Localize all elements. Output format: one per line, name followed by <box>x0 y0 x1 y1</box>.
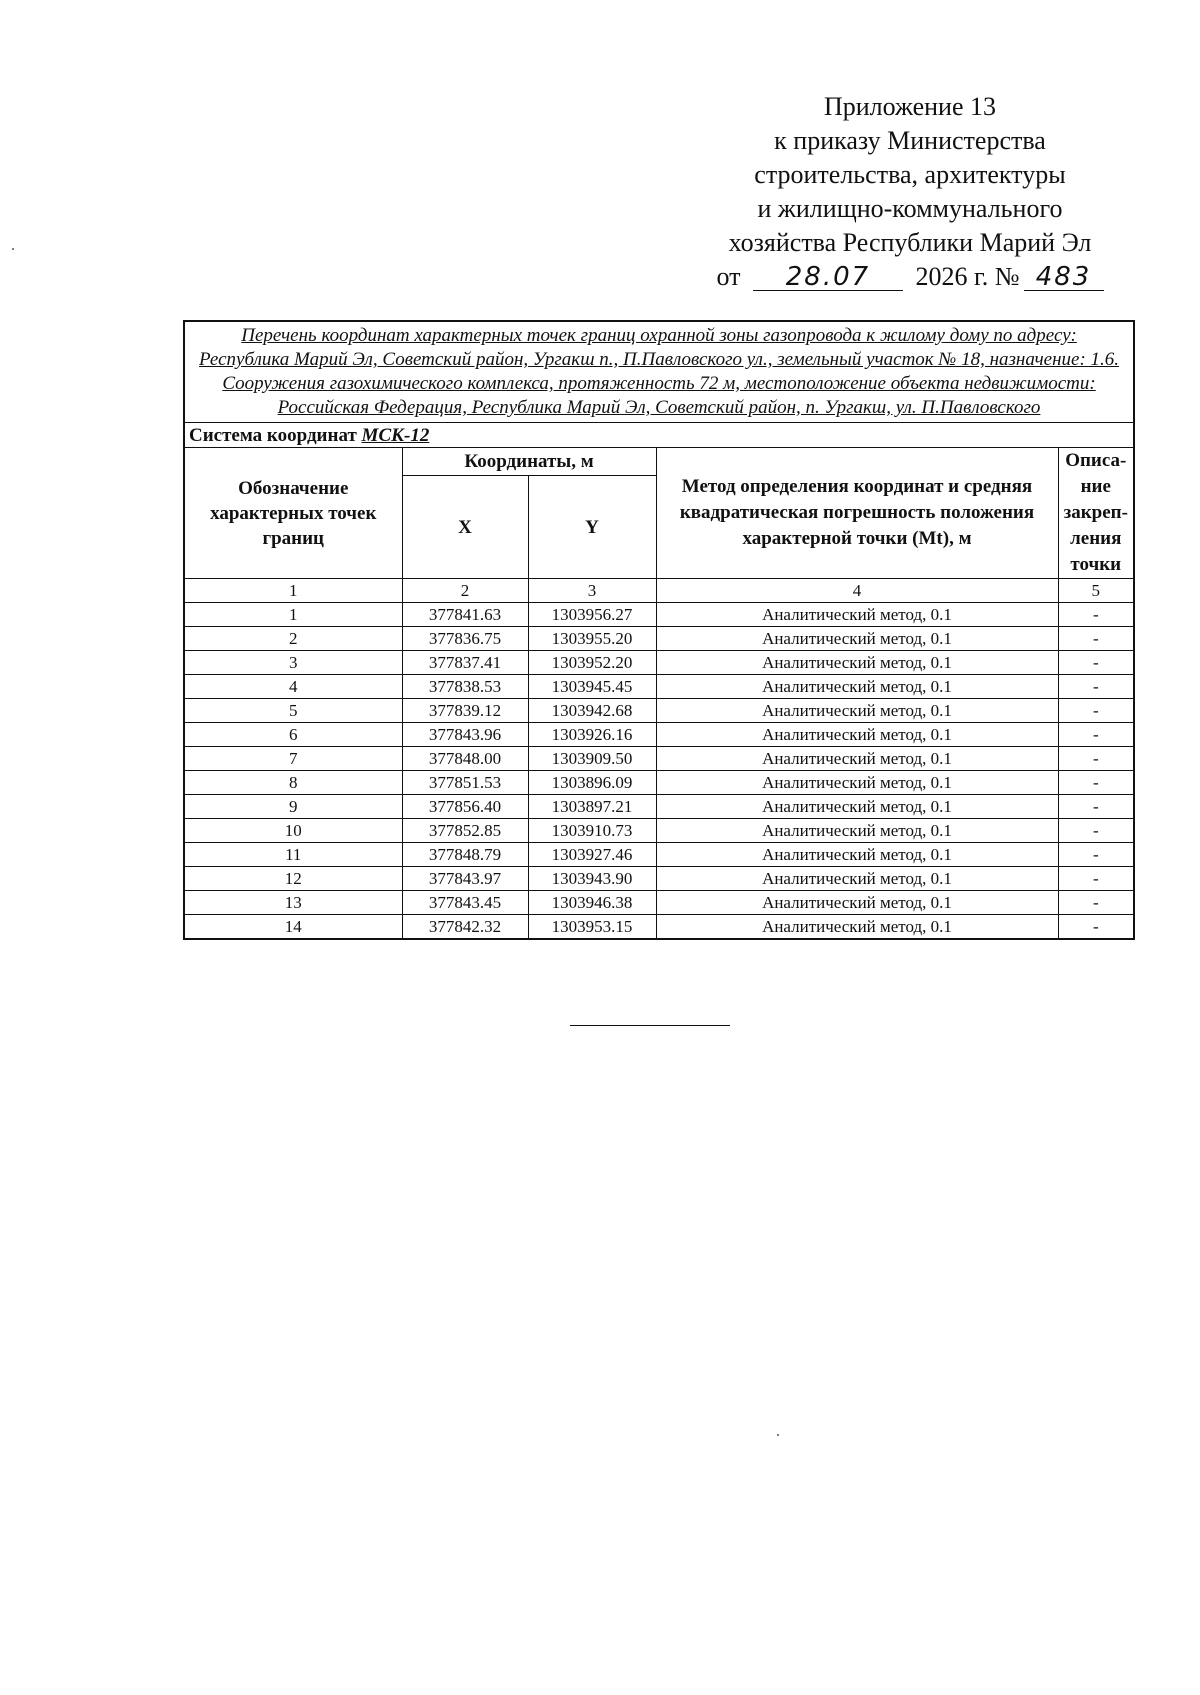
point-cell: 5 <box>184 699 402 723</box>
y-cell: 1303896.09 <box>528 771 656 795</box>
date-prefix: от <box>716 262 741 291</box>
appendix-header <box>680 90 1140 294</box>
method-cell: Аналитический метод, 0.1 <box>656 867 1058 891</box>
column-number: 1 <box>184 579 402 603</box>
x-cell: 377856.40 <box>402 795 528 819</box>
y-cell: 1303909.50 <box>528 747 656 771</box>
y-cell: 1303953.15 <box>528 915 656 940</box>
end-divider <box>570 1025 730 1026</box>
method-cell: Аналитический метод, 0.1 <box>656 891 1058 915</box>
point-cell: 12 <box>184 867 402 891</box>
description-cell: - <box>1058 795 1134 819</box>
point-cell: 8 <box>184 771 402 795</box>
header-coordinates: Координаты, м <box>402 448 656 476</box>
appendix-title: Приложение 13 <box>823 92 997 121</box>
point-cell: 10 <box>184 819 402 843</box>
scan-speck <box>12 248 14 250</box>
handwritten-date: 28.07 <box>753 264 903 291</box>
coordinates-table <box>183 320 1135 940</box>
table-row <box>184 603 1134 627</box>
description-cell: - <box>1058 699 1134 723</box>
scan-speck <box>777 1434 779 1436</box>
description-cell: - <box>1058 915 1134 940</box>
point-cell: 1 <box>184 603 402 627</box>
method-cell: Аналитический метод, 0.1 <box>656 819 1058 843</box>
y-cell: 1303946.38 <box>528 891 656 915</box>
table-row <box>184 771 1134 795</box>
table-row <box>184 627 1134 651</box>
x-cell: 377848.79 <box>402 843 528 867</box>
table-row <box>184 915 1134 940</box>
y-cell: 1303952.20 <box>528 651 656 675</box>
header-method: Метод определения координат и средняя квадратическая погрешность положения характерной точки (Mt), м <box>656 448 1058 579</box>
coordinate-system-label: Система координат <box>189 424 357 446</box>
method-cell: Аналитический метод, 0.1 <box>656 843 1058 867</box>
column-number: 2 <box>402 579 528 603</box>
method-cell: Аналитический метод, 0.1 <box>656 795 1058 819</box>
method-cell: Аналитический метод, 0.1 <box>656 651 1058 675</box>
point-cell: 4 <box>184 675 402 699</box>
x-cell: 377837.41 <box>402 651 528 675</box>
point-cell: 3 <box>184 651 402 675</box>
table-caption: Перечень координат характерных точек границ охранной зоны газопровода к жилому дому по адресу: Республика Марий Эл, Советский район, Ургакш п., П.Павловского ул., земельный участок № 18, назначение: 1.6. Сооружения газохимического комплекса, протяженность 72 м, местоположение объекта недвижимости: Российская Федерация, Республика Марий Эл, Советский район, п. Ургакш, ул. П.Павловского <box>184 321 1134 423</box>
y-cell: 1303945.45 <box>528 675 656 699</box>
year-label: 2026 г. № <box>915 262 1020 291</box>
description-cell: - <box>1058 651 1134 675</box>
point-cell: 11 <box>184 843 402 867</box>
description-cell: - <box>1058 723 1134 747</box>
x-cell: 377843.97 <box>402 867 528 891</box>
method-cell: Аналитический метод, 0.1 <box>656 723 1058 747</box>
x-cell: 377848.00 <box>402 747 528 771</box>
description-cell: - <box>1058 627 1134 651</box>
x-cell: 377843.96 <box>402 723 528 747</box>
table-row <box>184 723 1134 747</box>
header-x: X <box>402 476 528 579</box>
method-cell: Аналитический метод, 0.1 <box>656 699 1058 723</box>
method-cell: Аналитический метод, 0.1 <box>656 603 1058 627</box>
x-cell: 377838.53 <box>402 675 528 699</box>
point-cell: 2 <box>184 627 402 651</box>
description-cell: - <box>1058 867 1134 891</box>
y-cell: 1303927.46 <box>528 843 656 867</box>
method-cell: Аналитический метод, 0.1 <box>656 675 1058 699</box>
description-cell: - <box>1058 603 1134 627</box>
description-cell: - <box>1058 891 1134 915</box>
y-cell: 1303897.21 <box>528 795 656 819</box>
ministry-line-1: строительства, архитектуры <box>754 160 1066 189</box>
order-date-line <box>680 260 1140 294</box>
handwritten-order-number: 483 <box>1024 264 1104 291</box>
ministry-line-3: хозяйства Республики Марий Эл <box>728 228 1092 257</box>
column-number: 4 <box>656 579 1058 603</box>
table-row <box>184 651 1134 675</box>
table-row <box>184 843 1134 867</box>
table-row <box>184 747 1134 771</box>
point-cell: 9 <box>184 795 402 819</box>
point-cell: 7 <box>184 747 402 771</box>
order-line: к приказу Министерства <box>774 126 1046 155</box>
description-cell: - <box>1058 675 1134 699</box>
table-row <box>184 891 1134 915</box>
table-row <box>184 795 1134 819</box>
x-cell: 377843.45 <box>402 891 528 915</box>
point-cell: 13 <box>184 891 402 915</box>
column-numbers-row <box>184 579 1134 603</box>
column-number: 3 <box>528 579 656 603</box>
description-cell: - <box>1058 819 1134 843</box>
ministry-line-2: и жилищно-коммунального <box>757 194 1063 223</box>
description-cell: - <box>1058 771 1134 795</box>
y-cell: 1303942.68 <box>528 699 656 723</box>
header-designation: Обозначение характерных точек границ <box>184 448 402 579</box>
point-cell: 14 <box>184 915 402 940</box>
y-cell: 1303955.20 <box>528 627 656 651</box>
y-cell: 1303910.73 <box>528 819 656 843</box>
header-description: Описа-ние закреп-ления точки <box>1058 448 1134 579</box>
description-cell: - <box>1058 747 1134 771</box>
x-cell: 377851.53 <box>402 771 528 795</box>
table-row <box>184 675 1134 699</box>
method-cell: Аналитический метод, 0.1 <box>656 771 1058 795</box>
y-cell: 1303926.16 <box>528 723 656 747</box>
table-body <box>184 603 1134 940</box>
coordinate-system-value: МСК-12 <box>361 424 430 446</box>
header-y: Y <box>528 476 656 579</box>
x-cell: 377842.32 <box>402 915 528 940</box>
y-cell: 1303943.90 <box>528 867 656 891</box>
x-cell: 377841.63 <box>402 603 528 627</box>
method-cell: Аналитический метод, 0.1 <box>656 915 1058 940</box>
method-cell: Аналитический метод, 0.1 <box>656 627 1058 651</box>
table-row <box>184 699 1134 723</box>
x-cell: 377852.85 <box>402 819 528 843</box>
method-cell: Аналитический метод, 0.1 <box>656 747 1058 771</box>
table-row <box>184 867 1134 891</box>
coordinate-system-row <box>184 423 1134 448</box>
point-cell: 6 <box>184 723 402 747</box>
column-number: 5 <box>1058 579 1134 603</box>
x-cell: 377836.75 <box>402 627 528 651</box>
y-cell: 1303956.27 <box>528 603 656 627</box>
description-cell: - <box>1058 843 1134 867</box>
x-cell: 377839.12 <box>402 699 528 723</box>
table-row <box>184 819 1134 843</box>
